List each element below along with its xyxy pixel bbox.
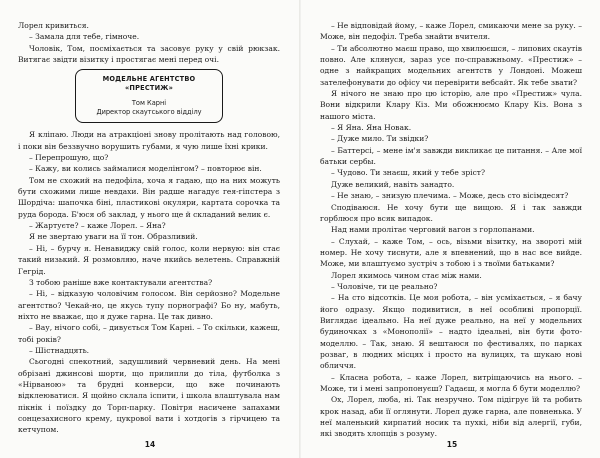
paragraph: Я кліпаю. Люди на атракціоні знову пролітають над головою, і поки він беззвучно ворушить губами, я чую лише їхні крики. xyxy=(18,130,280,151)
paragraph: – Ні, – бурчу я. Ненавиджу свій голос, коли нервую: він стає такий низький. Я розмовляю, наче якийсь велетень. Справжній Гегрід. xyxy=(18,243,280,276)
business-card xyxy=(75,69,223,123)
card-person-name: Том Карні xyxy=(131,99,167,108)
book-gutter xyxy=(299,0,301,458)
paragraph: – Чудово. Ти знаєш, який у тебе зріст? xyxy=(331,168,486,178)
paragraph: – Баттерсі, – мене ім'я завжди викликає це питання. – Але мої батьки сербы. xyxy=(320,145,582,167)
paragraph: Лорел якимось чином стає між нами. xyxy=(331,270,482,280)
paragraph: Том не схожий на педофіла, хоча я гадаю, що на них можуть бути схожими лише невдахи. Він радше нагадує гея-гіпстера з Шордіча: шапочка біні, пластикові окуляри, картата сорочка та руда борода. Б'юся об заклад, у нього ще й складаний велик є. xyxy=(18,175,280,219)
business-card-wrapper xyxy=(18,69,280,123)
paragraph: – Перепрошую, що? xyxy=(29,153,109,163)
paragraph: Сподіваюся. Не хочу бути ще вищою. Я і так завжди горблюся про всяк випадок. xyxy=(320,202,582,223)
paragraph: – Класна робота, – каже Лорел, витріщаючись на нього. – Може, ти і мені запропонуєш? Гадаєш, я могла б бути моделлю? xyxy=(320,372,582,393)
paragraph: – На сто відсотків. Це моя робота, – він усміхається, – я бачу його одразу. Якщо подивитися, в неї особливі пропорції. Виглядає ідеально. На неї дуже реально, на неї у модельних будиночках з «Монополії» – надто ідеальні, він бути фото-моделлю. – Так, знаю. Я вештаюся по фестивалях, по парках розваг, в людних місцях і просто на вулицях, та шукаю нові обличчя. xyxy=(320,293,582,371)
paragraph: З тобою раніше вже контактували агентства? xyxy=(29,277,213,287)
paragraph: – Ти абсолютно маєш право, що хвилюєшся, – липових скаутів повно. Але клянуся, зараз усе по-справжньому. «Престиж» – одне з найкращих модельних агентств у Лондоні. Можеш зателефонувати до офісу чи перевірити вебсайт. Як тебе звати? xyxy=(320,43,582,87)
paragraph: Сьогодні спекотний, задушливий червневий день. На мені обрізані джинсові шорти, що прилипли до тіла, футболка з «Нірваною» та брудні конверси, що вже починають відклеюватися. Я щойно склала іспити, і школа влаштувала нам пікнік і поїздку до Торп-парку. Повітря насичене запахами сонцезахисного крему, цукрової вати і хотдогів з гірчицею та кетчупом. xyxy=(18,357,280,435)
page-number-right: 15 xyxy=(446,440,458,449)
paragraph: Я не звертаю уваги на її тон. Образливий. xyxy=(29,232,198,242)
page-number-left: 14 xyxy=(144,440,156,449)
paragraph: Я нічого не знаю про цю історію, але про «Престиж» чула. Вони відкрили Клару Кіз. Ми обожнюємо Клару Кіз. Вона з нашого міста. xyxy=(320,89,582,121)
card-person-role: Директор скаутського відділу xyxy=(96,108,202,117)
paragraph: – Не знаю, – знизую плечима. – Може, десь сто вісімдесят? xyxy=(331,191,569,201)
left-page xyxy=(18,20,280,435)
paragraph: – Я Яна. Яна Новак. xyxy=(331,123,412,133)
card-agency-name: МОДЕЛЬНЕ АГЕНТСТВО «ПРЕСТИЖ» xyxy=(102,75,196,93)
paragraph: Над нами пролітає черговий вагон з горлопанами. xyxy=(331,225,535,235)
paragraph: Дуже великий, навіть занадто. xyxy=(331,179,455,189)
paragraph: – Вау, нічого собі, – дивується Том Карні. – То скільки, кажеш, тобі років? xyxy=(18,323,280,344)
paragraph: – Ні, – відказую чоловічим голосом. Він серйозно? Модельне агентство? Чекай-но, це якусь тупу порнографі? Бо ну, мабуть, ніхто не вважає, що я дуже гарна. Це так дивно. xyxy=(18,289,280,321)
paragraph: Лорел кривиться. xyxy=(18,21,89,30)
paragraph: – Дуже мило. Ти звідки? xyxy=(331,134,429,144)
paragraph: – Чоловіче, ти це реально? xyxy=(331,281,438,291)
paragraph: – Шістнадцять. xyxy=(29,345,90,355)
paragraph: – Жартуєте? – каже Лорел. – Яна? xyxy=(29,221,166,231)
paragraph: – Кажу, ви колись займалися моделінгом? – повторює він. xyxy=(29,164,262,174)
paragraph: – Не відповідай йому, – каже Лорел, смикаючи мене за руку. – Може, він педофіл. Треба знайти вчителя. xyxy=(320,21,582,42)
paragraph: Чоловік, Том, посміхається та засовує руку у свій рюкзак. Витягає звідти візитку і простягає мені перед очі. xyxy=(18,43,280,65)
paragraph: Ох, Лорел, люба, ні. Так незручно. Том підігрує їй та робить крок назад, аби її оглянути. Лорел дуже гарна, але повненька. У неї маленький кирпатий носик та пухкі, ніби від алергії, губи, які зводять хлопців з розуму. xyxy=(320,395,582,439)
paragraph: – Слухай, – каже Том, – ось, візьми візитку, на звороті мій номер. Не хочу тиснути, але я впевнений, що в нас все вийде. Може, ми влаштуємо зустріч з тобою і з твоїми батьками? xyxy=(320,236,582,269)
paragraph: – Замала для тебе, гімноче. xyxy=(29,32,140,42)
right-page xyxy=(320,20,582,439)
